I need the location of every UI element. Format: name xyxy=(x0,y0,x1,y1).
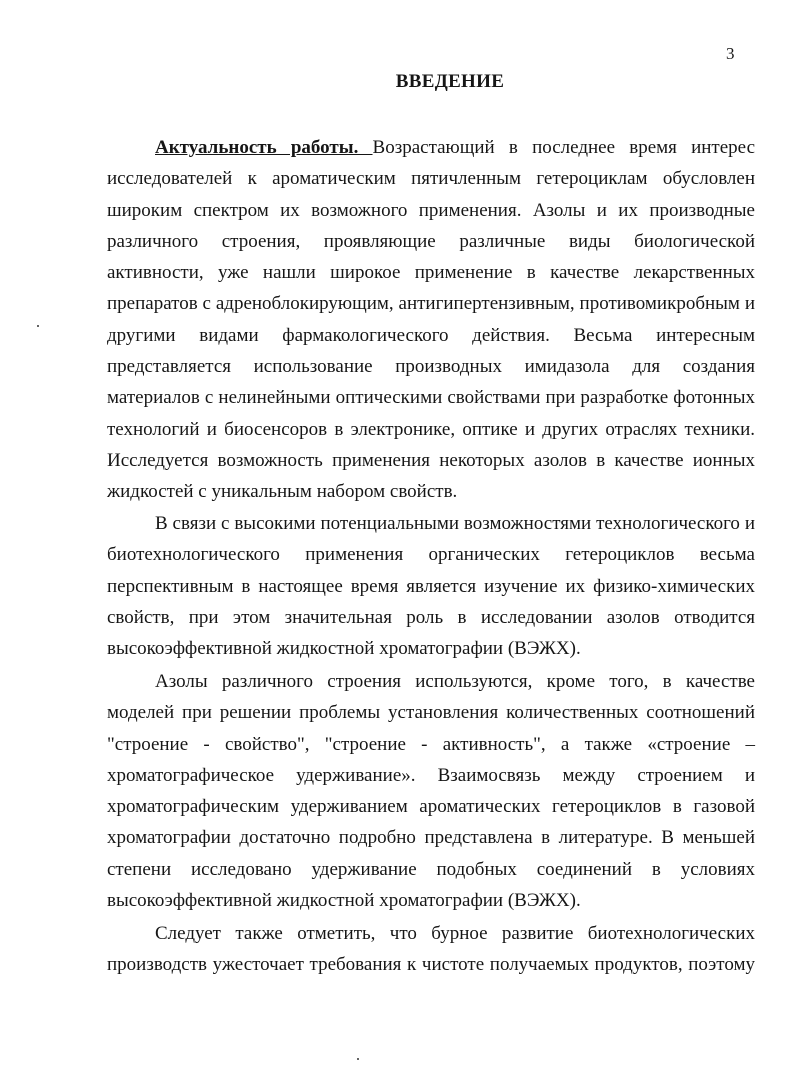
paragraph-line: жидкостей с уникальным набором свойств. xyxy=(107,481,458,503)
paragraph-3 xyxy=(107,666,755,916)
paragraph-line: различного строения, проявляющие различные виды биологической xyxy=(107,230,755,252)
paragraph-line xyxy=(107,132,755,163)
lead-heading: Актуальность работы. xyxy=(155,137,373,158)
scan-speck xyxy=(37,325,39,327)
paragraph-line: технологий и биосенсоров в электронике, оптике и других отраслях техники. xyxy=(107,418,755,440)
paragraph-line: Исследуется возможность применения некоторых азолов в качестве ионных xyxy=(107,449,755,471)
paragraph-line: свойств, при этом значительная роль в исследовании азолов отводится xyxy=(107,606,755,628)
paragraph-4 xyxy=(107,918,755,981)
page-number: 3 xyxy=(726,44,735,63)
paragraph-line: высокоэффективной жидкостной хроматографии (ВЭЖХ). xyxy=(107,890,581,912)
paragraph-line: другими видами фармакологического действия. Весьма интересным xyxy=(107,324,755,346)
paragraph-line: высокоэффективной жидкостной хроматографии (ВЭЖХ). xyxy=(107,638,581,660)
paragraph-line: препаратов с адреноблокирующим, антигипертензивным, противомикробным и xyxy=(107,293,755,315)
paragraph-line: хроматографическим удерживанием ароматических гетероциклов в газовой xyxy=(107,796,755,818)
paragraph-relevance xyxy=(107,132,755,508)
paragraph-line: степени исследовано удерживание подобных соединений в условиях xyxy=(107,858,755,880)
section-title: ВВЕДЕНИЕ xyxy=(395,71,505,92)
paragraph-line: В связи с высокими потенциальными возможностями технологического и xyxy=(155,513,755,534)
paragraph-line: хроматографии достаточно подробно представлена в литературе. В меньшей xyxy=(107,827,755,849)
paragraph-line: хроматографическое удерживание». Взаимосвязь между строением и xyxy=(107,764,755,786)
paragraph-line: биотехнологического применения органических гетероциклов весьма xyxy=(107,544,755,566)
paragraph-line: материалов с нелинейными оптическими свойствами при разработке фотонных xyxy=(107,387,755,409)
paragraph-line: Азолы различного строения используются, кроме того, в качестве xyxy=(155,671,755,692)
paragraph-line: активности, уже нашли широкое применение в качестве лекарственных xyxy=(107,262,755,284)
line-text: Возрастающий в последнее время интерес xyxy=(372,137,755,158)
paragraph-line: широким спектром их возможного применения. Азолы и их производные xyxy=(107,199,755,221)
scan-speck xyxy=(357,1058,359,1060)
paragraph-line: представляется использование производных имидазола для создания xyxy=(107,356,755,378)
paragraph-line: моделей при решении проблемы установления количественных соотношений xyxy=(107,702,755,724)
paragraph-line: перспективным в настоящее время является изучение их физико-химических xyxy=(107,575,755,597)
paragraph-2 xyxy=(107,508,755,664)
paragraph-line: Следует также отметить, что бурное развитие биотехнологических xyxy=(155,923,755,944)
paragraph-line: "строение - свойство", "строение - активность", а также «строение – xyxy=(107,733,755,755)
paragraph-line: исследователей к ароматическим пятичленным гетероциклам обусловлен xyxy=(107,168,755,190)
paragraph-line: производств ужесточает требования к чистоте получаемых продуктов, поэтому xyxy=(107,954,755,976)
